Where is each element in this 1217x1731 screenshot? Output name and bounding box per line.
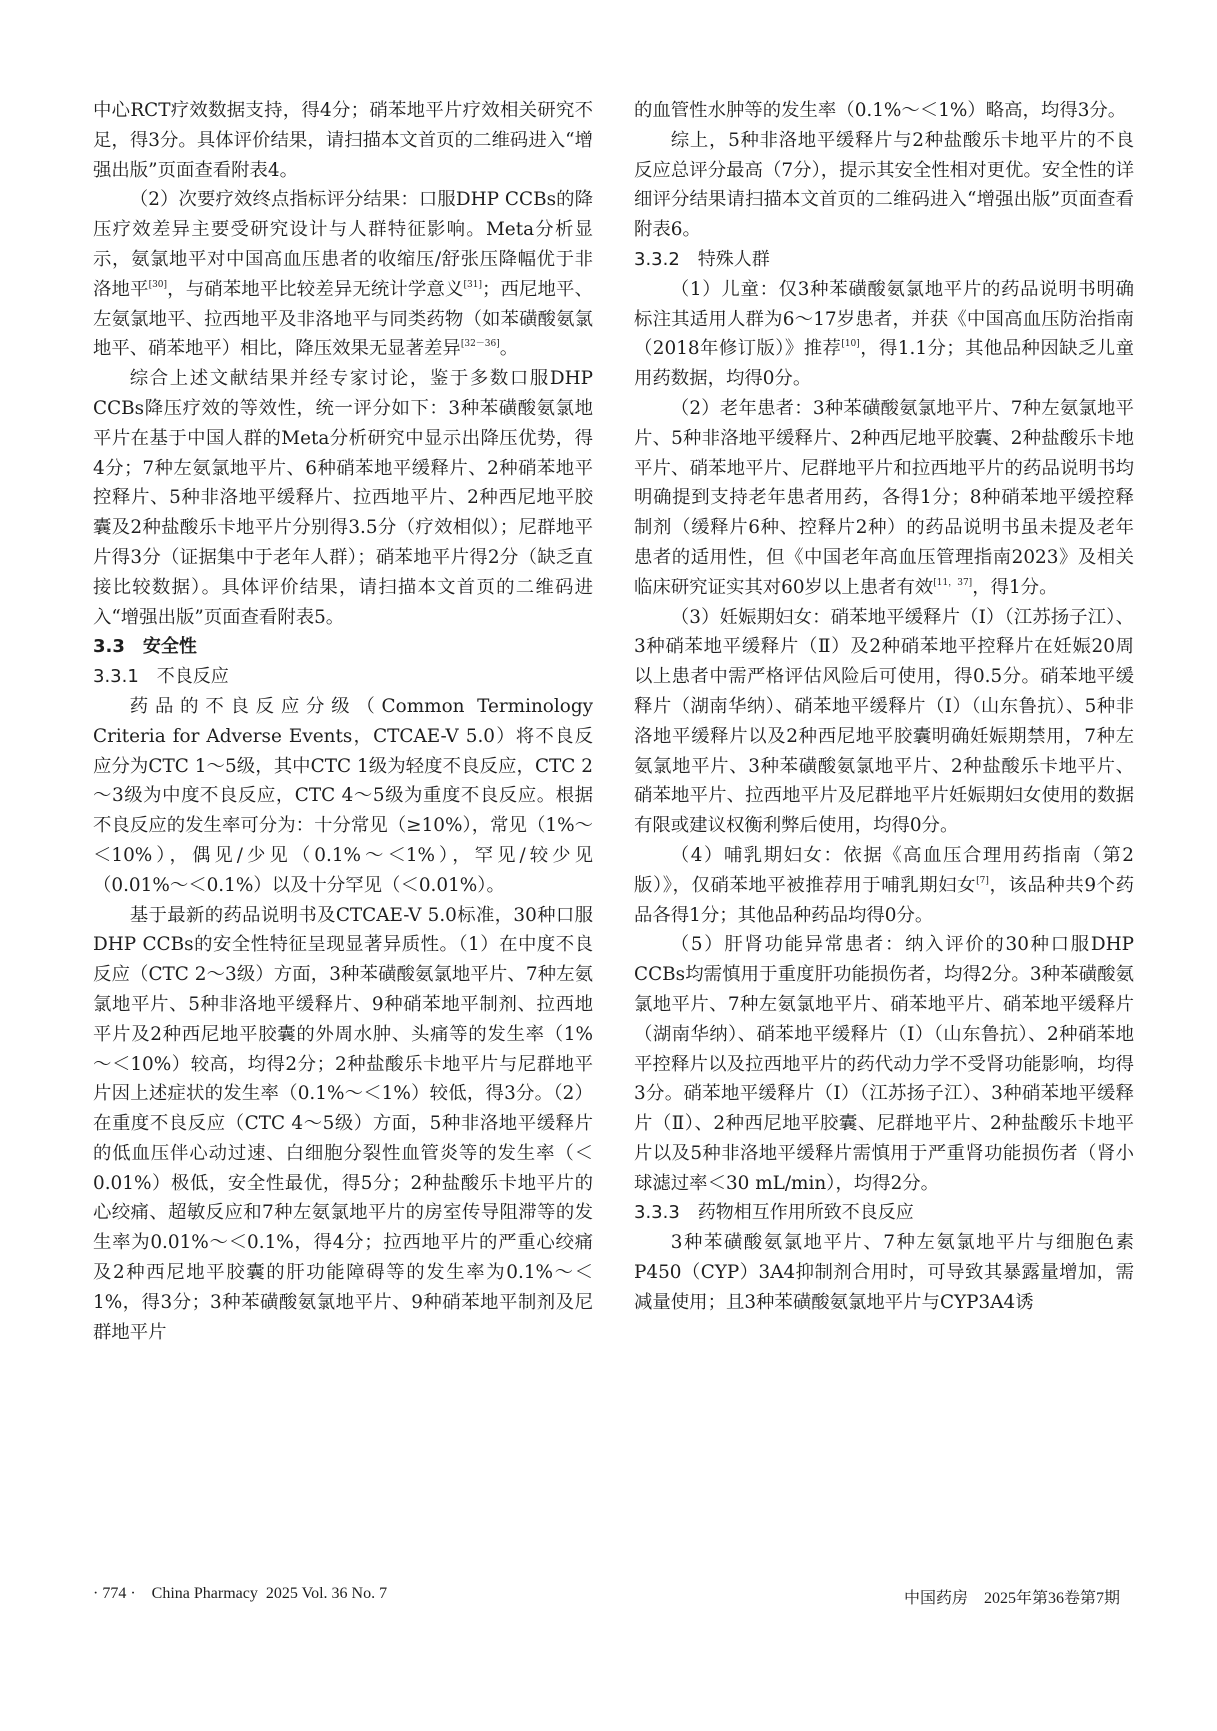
- footer-right: [904, 1585, 1120, 1608]
- text-run: 。: [499, 338, 519, 360]
- citation-ref: [10]: [841, 339, 860, 350]
- text-run: ，与硝苯地平比较差异无统计学意义: [167, 278, 464, 300]
- paragraph: [634, 275, 1134, 394]
- text-run: （2）次要疗效终点指标评分结果：口服DHP CCBs的降压疗效差异主要受研究设计与人群特征影响。Meta分析显示，氨氯地平对中国高血压患者的收缩压/舒张压降幅优于非洛地平: [93, 189, 593, 300]
- paragraph: 3种苯磺酸氨氯地平片、7种左氨氯地平片与细胞色素P450（CYP）3A4抑制剂合用时，可导致其暴露量增加，需减量使用；且3种苯磺酸氨氯地平片与CYP3A4诱: [634, 1232, 1134, 1313]
- citation-ref: [7]: [976, 875, 989, 886]
- citation-ref: [32－36]: [460, 339, 500, 350]
- paragraph: 综上，5种非洛地平缓释片与2种盐酸乐卡地平片的不良反应总评分最高（7分），提示其安全性相对更优。安全性的详细评分结果请扫描本文首页的二维码进入“增强出版”页面查看附表6。: [634, 129, 1134, 241]
- text-run: ，得1分。: [972, 576, 1058, 598]
- right-column: [634, 96, 1134, 1318]
- paragraph: （5）肝肾功能异常患者：纳入评价的30种口服DHP CCBs均需慎用于重度肝功能损伤者，均得2分。3种苯磺酸氨氯地平片、7种左氨氯地平片、硝苯地平片、硝苯地平缓释片（湖南华纳）、硝苯地平缓释片（Ⅰ）（山东鲁抗）、2种硝苯地平控释片以及拉西地平片的药代动力学不受肾功能影响，均得3分。硝苯地平缓释片（Ⅰ）（江苏扬子江）、3种硝苯地平缓释片（Ⅱ）、2种西尼地平胶囊、尼群地平片、2种盐酸乐卡地平片以及5种非洛地平缓释片需慎用于严重肾功能损伤者（肾小球滤过率＜30 mL/min），均得2分。: [634, 934, 1134, 1194]
- subsection-heading: 3.3.3 药物相互作用所致不良反应: [634, 1202, 914, 1224]
- paragraph: [93, 185, 593, 364]
- volume-en: 2025 Vol. 36 No. 7: [265, 1585, 388, 1602]
- text-run: （2）老年患者：3种苯磺酸氨氯地平片、7种左氨氯地平片、5种非洛地平缓释片、2种西尼地平胶囊、2种盐酸乐卡地平片、硝苯地平片、尼群地平片和拉西地平片的药品说明书均明确提到支持老年患者用药，各得1分；8种硝苯地平缓控释制剂（缓释片6种、控释片2种）的药品说明书虽未提及老年患者的适用性，但《中国老年高血压管理指南2023》及相关临床研究证实其对60岁以上患者有效: [634, 397, 1134, 598]
- paragraph: 基于最新的药品说明书及CTCAE-V 5.0标准，30种口服DHP CCBs的安全性特征呈现显著异质性。（1）在中度不良反应（CTC 2～3级）方面，3种苯磺酸氨氯地平片、7种左氨氯地平片、5种非洛地平缓释片、9种硝苯地平制剂、拉西地平片及2种西尼地平胶囊的外周水肿、头痛等的发生率（1%～＜10%）较高，均得2分；2种盐酸乐卡地平片与尼群地平片因上述症状的发生率（0.1%～＜1%）较低，得3分。（2）在重度不良反应（CTC 4～5级）方面，5种非洛地平缓释片的低血压伴心动过速、白细胞分裂性血管炎等的发生率（＜0.01%）极低，安全性最优，得5分；2种盐酸乐卡地平片的心绞痛、超敏反应和7种左氨氯地平片的房室传导阻滞等的发生率为0.01%～＜0.1%，得4分；拉西地平片的严重心绞痛及2种西尼地平胶囊的肝功能障碍等的发生率为0.1%～＜1%，得3分；3种苯磺酸氨氯地平片、9种硝苯地平制剂及尼群地平片: [93, 904, 593, 1343]
- text-run: ；西尼地平、左氨氯地平、拉西地平及非洛地平与同类药物（如苯磺酸氨氯地平、硝苯地平）相比，降压效果无显著差异: [93, 278, 593, 360]
- citation-ref: [11，37]: [933, 577, 973, 588]
- text-run: ，该品种共9个药品各得1分；其他品种药品均得0分。: [634, 874, 1135, 926]
- text-run: ，得1.1分；其他品种因缺乏儿童用药数据，均得0分。: [634, 338, 1134, 390]
- paragraph: 综合上述文献结果并经专家讨论，鉴于多数口服DHP CCBs降压疗效的等效性，统一评分如下：3种苯磺酸氨氯地平片在基于中国人群的Meta分析研究中显示出降压优势，得4分；7种左氨氯地平片、6种硝苯地平缓释片、2种硝苯地平控释片、5种非洛地平缓释片、拉西地平片、2种西尼地平胶囊及2种盐酸乐卡地平片分别得3.5分（疗效相似）；尼群地平片得3分（证据集中于老年人群）；硝苯地平片得2分（缺乏直接比较数据）。具体评价结果，请扫描本文首页的二维码进入“增强出版”页面查看附表5。: [93, 368, 593, 628]
- paragraph: [634, 841, 1134, 930]
- paragraph: 的血管性水肿等的发生率（0.1%～＜1%）略高，均得3分。: [634, 100, 1127, 121]
- paragraph: 药品的不良反应分级（Common Terminology Criteria for Adverse Events，CTCAE-V 5.0）将不良反应分为CTC 1～5级，其中CTC 1级为轻度不良反应，CTC 2～3级为中度不良反应，CTC 4～5级为重度不良反应。根据不良反应的发生率可分为：十分常见（≥10%），常见（1%～＜10%），偶见/少见（0.1%～＜1%），罕见/较少见（0.01%～＜0.1%）以及十分罕见（＜0.01%）。: [93, 695, 593, 896]
- volume-cn: 2025年第36卷第7期: [983, 1590, 1120, 1607]
- subsection-heading: 3.3.1 不良反应: [93, 666, 229, 688]
- footer-left: [93, 1585, 387, 1603]
- citation-ref: [31]: [463, 279, 482, 290]
- text-run: （1）儿童：仅3种苯磺酸氨氯地平片的药品说明书明确标注其适用人群为6～17岁患者，并获《中国高血压防治指南（2018年修订版）》推荐: [634, 278, 1134, 360]
- journal-name-cn: 中国药房: [903, 1590, 968, 1607]
- left-column: [93, 96, 593, 1347]
- text-run: （4）哺乳期妇女：依据《高血压合理用药指南（第2版）》，仅硝苯地平被推荐用于哺乳期妇女: [634, 844, 1134, 896]
- section-heading: 3.3 安全性: [93, 636, 197, 658]
- journal-name-en: China Pharmacy: [151, 1585, 258, 1602]
- paragraph: [634, 394, 1134, 603]
- citation-ref: [30]: [148, 279, 168, 290]
- paragraph: 中心RCT疗效数据支持，得4分；硝苯地平片疗效相关研究不足，得3分。具体评价结果，请扫描本文首页的二维码进入“增强出版”页面查看附表4。: [93, 100, 593, 181]
- subsection-heading: 3.3.2 特殊人群: [634, 248, 770, 270]
- paragraph: （3）妊娠期妇女：硝苯地平缓释片（Ⅰ）（江苏扬子江）、3种硝苯地平缓释片（Ⅱ）及2种硝苯地平控释片在妊娠20周以上患者中需严格评估风险后可使用，得0.5分。硝苯地平缓释片（湖南华纳）、硝苯地平缓释片（Ⅰ）（山东鲁抗）、5种非洛地平缓释片以及2种西尼地平胶囊明确妊娠期禁用，7种左氨氯地平片、3种苯磺酸氨氯地平片、2种盐酸乐卡地平片、硝苯地平片、拉西地平片及尼群地平片妊娠期妇女使用的数据有限或建议权衡利弊后使用，均得0分。: [634, 606, 1134, 837]
- page-number: · 774 ·: [93, 1585, 136, 1602]
